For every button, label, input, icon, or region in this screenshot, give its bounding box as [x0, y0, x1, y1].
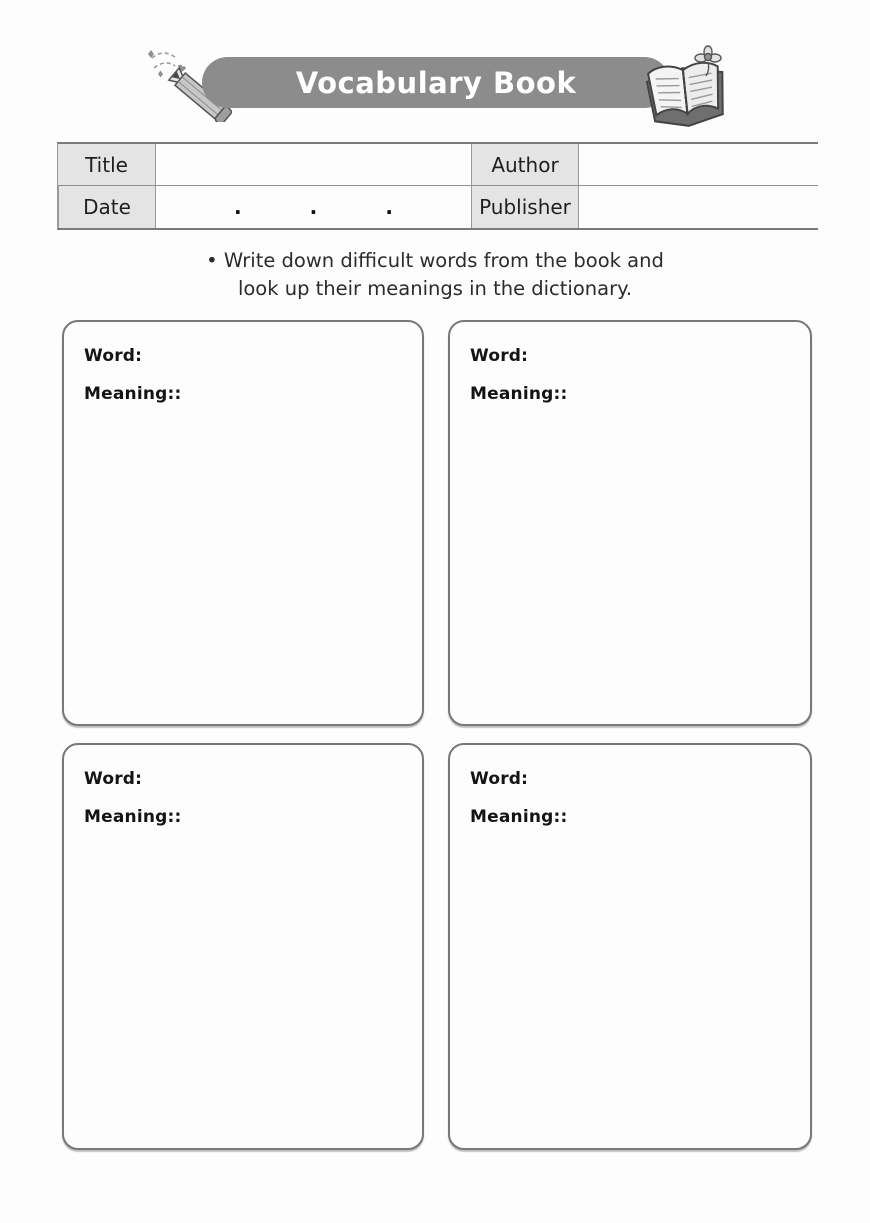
meaning-entry-area[interactable] [576, 800, 790, 822]
word-box-3 [62, 743, 424, 1150]
book-info-table [57, 142, 818, 230]
word-entry-area[interactable] [536, 762, 790, 784]
publisher-label: Publisher [471, 186, 579, 228]
date-separators: . . . [234, 195, 393, 219]
author-field[interactable] [579, 144, 818, 186]
word-label: Word: [84, 346, 143, 366]
title-field[interactable] [156, 144, 471, 186]
banner [202, 57, 670, 108]
title-label: Title [58, 144, 156, 186]
author-label: Author [471, 144, 579, 186]
instruction-line-1: • Write down difficult words from the book and [206, 249, 664, 272]
word-entry-area[interactable] [150, 339, 402, 361]
word-entry-area[interactable] [150, 762, 402, 784]
word-entry-area[interactable] [536, 339, 790, 361]
open-book-icon [630, 40, 740, 132]
date-label: Date [58, 186, 156, 228]
instruction-line-2: look up their meanings in the dictionary. [237, 277, 633, 300]
meaning-label: Meaning:: [470, 384, 568, 404]
word-box-1 [62, 320, 424, 726]
date-field[interactable] [156, 186, 471, 228]
word-box-2 [448, 320, 812, 726]
word-box-4 [448, 743, 812, 1150]
instruction-text [0, 247, 870, 303]
meaning-label: Meaning:: [84, 384, 182, 404]
meaning-label: Meaning:: [84, 807, 182, 827]
publisher-field[interactable] [579, 186, 818, 228]
word-label: Word: [470, 769, 529, 789]
meaning-entry-area[interactable] [190, 800, 402, 822]
word-label: Word: [84, 769, 143, 789]
page-title: Vocabulary Book [295, 66, 577, 100]
meaning-entry-area[interactable] [190, 377, 402, 399]
word-label: Word: [470, 346, 529, 366]
meaning-entry-area[interactable] [576, 377, 790, 399]
meaning-label: Meaning:: [470, 807, 568, 827]
